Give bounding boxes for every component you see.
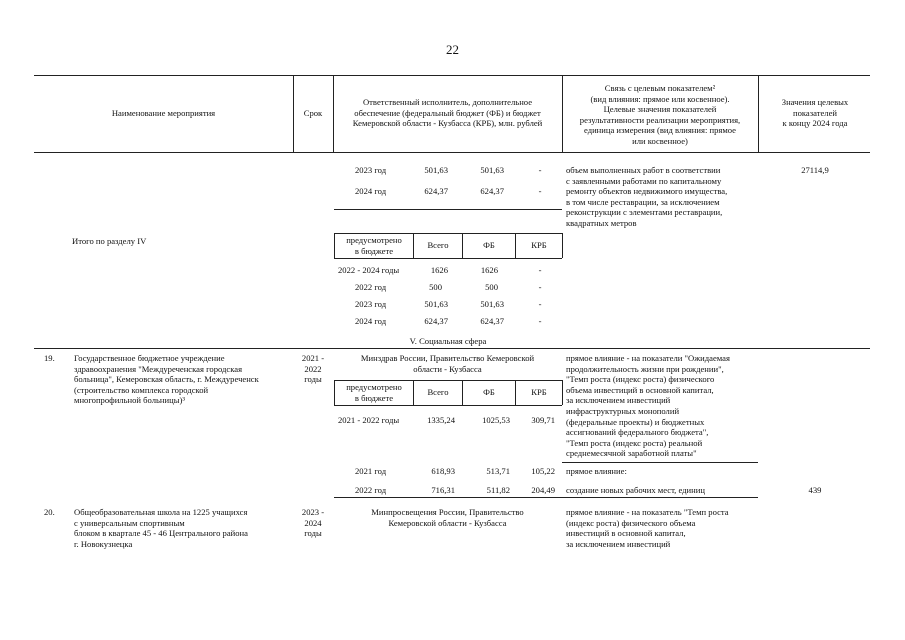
top-target-value: 27114,9: [801, 165, 829, 175]
fb-value: 501,63: [480, 299, 504, 309]
link-jobs: создание новых рабочих мест, единиц: [566, 485, 705, 495]
header-term: Срок: [303, 108, 323, 118]
row-divider: [334, 405, 562, 406]
col-krb-header: КРБ: [531, 387, 547, 397]
item-term: 2023 - 2024 годы: [301, 507, 325, 539]
total-value: 500: [429, 282, 442, 292]
total-value: 716,31: [431, 485, 455, 495]
header-values: Значения целевых показателей к концу 2024 года: [781, 97, 849, 129]
fb-value: 511,82: [486, 485, 510, 495]
jobs-target-value: 439: [808, 485, 822, 495]
header-exec: Ответственный исполнитель, дополнительное обеспечение (федеральный бюджет (ФБ) и бюджет Кемеровской области - Кузбасса (КРБ), млн. рублей: [352, 97, 543, 129]
header-bottom-border: [34, 152, 870, 153]
fb-value: 1025,53: [482, 415, 510, 425]
col-fb-header: ФБ: [483, 387, 495, 397]
budget-header: предусмотрено в бюджете: [346, 235, 402, 256]
total-value: 618,93: [431, 466, 455, 476]
budget-header: предусмотрено в бюджете: [346, 382, 402, 403]
header-name: Наименование мероприятия: [111, 108, 216, 118]
fb-value: 500: [485, 282, 498, 292]
header-top-border: [34, 75, 870, 76]
cell-divider: [562, 233, 563, 258]
item-executor: Минпросвещения России, Правительство Кемеровской области - Кузбасса: [371, 507, 524, 528]
year-label: 2022 год: [355, 282, 387, 292]
top-link-text: объем выполненных работ в соответствии с заявленными работами по капитальному ремонту объектов недвижимого имущества, в том числе реставрации, за исключением реконструкции с элементами реставрации, квадратных метров: [566, 165, 728, 228]
total-value: 624,37: [424, 186, 448, 196]
col-fb-header: ФБ: [483, 240, 495, 250]
krb-value: 105,22: [531, 466, 555, 476]
fb-value: 1626: [480, 265, 498, 275]
section-total-label: Итого по разделу IV: [72, 236, 147, 246]
row-divider: [334, 258, 562, 259]
col-krb-header: КРБ: [531, 240, 547, 250]
year-label: 2022 год: [355, 485, 387, 495]
section-title: V. Социальная сфера: [409, 336, 487, 346]
cell-divider: [562, 380, 563, 405]
link-direct: прямое влияние:: [566, 466, 627, 476]
header-divider: [333, 75, 334, 152]
krb-value: -: [538, 165, 542, 175]
header-divider: [562, 75, 563, 152]
total-value: 501,63: [424, 165, 448, 175]
krb-value: -: [538, 282, 542, 292]
fb-value: 513,71: [486, 466, 510, 476]
krb-value: -: [538, 316, 542, 326]
row-divider: [334, 209, 562, 210]
total-value: 1626: [430, 265, 448, 275]
year-label: 2024 год: [355, 316, 387, 326]
fb-value: 501,63: [480, 165, 504, 175]
total-value: 501,63: [424, 299, 448, 309]
year-label: 2024 год: [355, 186, 387, 196]
total-value: 1335,24: [427, 415, 455, 425]
item-executor: Минздрав России, Правительство Кемеровской области - Кузбасса: [360, 353, 535, 374]
col-total-header: Всего: [427, 387, 449, 397]
year-label: 2022 - 2024 годы: [338, 265, 400, 275]
fb-value: 624,37: [480, 186, 504, 196]
item-name: Государственное бюджетное учреждение здравоохранения "Междуреченская городская больница", Кемеровская область, г. Междуреченск (строительство комплекса городской многопрофильной больницы)³: [74, 353, 259, 406]
page-number: 22: [446, 42, 459, 57]
krb-value: 204,49: [531, 485, 555, 495]
krb-value: 309,71: [531, 415, 555, 425]
year-label: 2021 - 2022 годы: [338, 415, 400, 425]
row-divider: [562, 462, 758, 463]
row-divider: [334, 497, 758, 498]
item-name: Общеобразовательная школа на 1225 учащихся с универсальным спортивным блоком в квартале 45 - 46 Центрального района г. Новокузнецка: [74, 507, 248, 549]
item-term: 2021 - 2022 годы: [301, 353, 325, 385]
header-link: Связь с целевым показателем² (вид влияния: прямое или косвенное). Целевые значения показателей результативности реализации мероприятия, единица измерения (вид влияния: прямое или косвенное): [579, 83, 741, 146]
header-divider: [758, 75, 759, 152]
fb-value: 624,37: [480, 316, 504, 326]
krb-value: -: [538, 186, 542, 196]
year-label: 2023 год: [355, 165, 387, 175]
krb-value: -: [538, 299, 542, 309]
item-link-text: прямое влияние - на показатели "Ожидаемая продолжительность жизни при рождении", "Темп роста (индекс роста) физического объема инвестиций в основной капитал, за исключением инвестиций инфраструктурных монополий (федеральные проекты) и бюджетных ассигнований федерального бюджета", "Темп роста (индекс роста) реальной среднемесячной заработной платы": [566, 353, 730, 459]
year-label: 2021 год: [355, 466, 387, 476]
krb-value: -: [538, 265, 542, 275]
total-value: 624,37: [424, 316, 448, 326]
row-divider: [334, 233, 562, 234]
section-divider: [34, 348, 870, 349]
row-divider: [334, 380, 562, 381]
col-total-header: Всего: [427, 240, 449, 250]
item-number: 20.: [44, 507, 55, 517]
year-label: 2023 год: [355, 299, 387, 309]
item-number: 19.: [44, 353, 55, 363]
item-link-text: прямое влияние - на показатель "Темп роста (индекс роста) физического объема инвестиций в основной капитал, за исключением инвестиций: [566, 507, 729, 549]
